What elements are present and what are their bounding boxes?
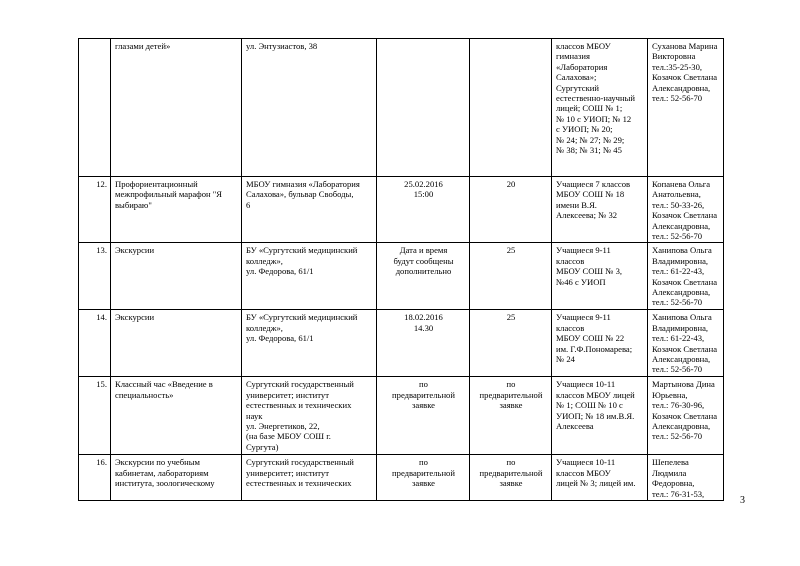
table-row <box>79 243 724 310</box>
place-cell: ул. Энтузиастов, 38 <box>242 39 377 177</box>
event-cell: Экскурсии <box>111 310 242 377</box>
event-cell: Классный час «Введение в специальность» <box>111 377 242 455</box>
row-number: 16. <box>79 455 111 501</box>
event-cell: Профориентационный межпрофильный марафон "Я выбираю" <box>111 177 242 243</box>
row-number: 13. <box>79 243 111 310</box>
event-cell: Экскурсии по учебным кабинетам, лабораториям института, зоологическому <box>111 455 242 501</box>
date-cell: по предварительной заявке <box>377 455 470 501</box>
row-number: 14. <box>79 310 111 377</box>
participants-cell: Учащиеся 10-11 классов МБОУ лицей № 1; СОШ № 10 с УИОП; № 18 им.В.Я. Алексеева <box>552 377 648 455</box>
contact-cell: Суханова Марина Викторовна тел.:35-25-30, Козачок Светлана Александровна, тел.: 52-56-70 <box>648 39 724 177</box>
date-cell: 25.02.2016 15:00 <box>377 177 470 243</box>
place-cell: БУ «Сургутский медицинский колледж», ул. Федорова, 61/1 <box>242 243 377 310</box>
participants-cell: Учащиеся 9-11 классов МБОУ СОШ № 3, №46 с УИОП <box>552 243 648 310</box>
date-cell <box>377 39 470 177</box>
table-row <box>79 39 724 177</box>
row-number: 12. <box>79 177 111 243</box>
place-cell: Сургутский государственный университет; институт естественных и технических <box>242 455 377 501</box>
contact-cell: Шепелева Людмила Федоровна, тел.: 76-31-53, <box>648 455 724 501</box>
count-cell: 20 <box>470 177 552 243</box>
date-cell: 18.02.2016 14.30 <box>377 310 470 377</box>
count-cell: 25 <box>470 243 552 310</box>
count-cell <box>470 39 552 177</box>
count-cell: по предварительной заявке <box>470 455 552 501</box>
count-cell: по предварительной заявке <box>470 377 552 455</box>
event-cell: глазами детей» <box>111 39 242 177</box>
table-row <box>79 377 724 455</box>
place-cell: МБОУ гимназия «Лаборатория Салахова», бульвар Свободы, 6 <box>242 177 377 243</box>
participants-cell: Учащиеся 7 классов МБОУ СОШ № 18 имени В.Я. Алексеева; № 32 <box>552 177 648 243</box>
row-number <box>79 39 111 177</box>
contact-cell: Ханипова Ольга Владимировна, тел.: 61-22-43, Козачок Светлана Александровна, тел.: 52-56-70 <box>648 243 724 310</box>
participants-cell: Учащиеся 9-11 классов МБОУ СОШ № 22 им. Г.Ф.Пономарева; № 24 <box>552 310 648 377</box>
page-number: 3 <box>740 495 745 506</box>
table-row <box>79 310 724 377</box>
events-table <box>78 38 724 501</box>
contact-cell: Копанева Ольга Анатольевна, тел.: 50-33-26, Козачок Светлана Александровна, тел.: 52-56-70 <box>648 177 724 243</box>
date-cell: Дата и время будут сообщены дополнительно <box>377 243 470 310</box>
contact-cell: Мартынова Дина Юрьевна, тел.: 76-30-96, Козачок Светлана Александровна, тел.: 52-56-70 <box>648 377 724 455</box>
table-row <box>79 177 724 243</box>
participants-cell: классов МБОУ гимназия «Лаборатория Салахова»; Сургутский естественно-научный лицей; СОШ № 1; № 10 с УИОП; № 12 с УИОП; № 20; № 24; № 27; № 29; № 38; № 31; № 45 <box>552 39 648 177</box>
contact-cell: Ханипова Ольга Владимировна, тел.: 61-22-43, Козачок Светлана Александровна, тел.: 52-56-70 <box>648 310 724 377</box>
table-row <box>79 455 724 501</box>
place-cell: Сургутский государственный университет; институт естественных и технических наук ул. Энергетиков, 22, (на базе МБОУ СОШ г. Сургута) <box>242 377 377 455</box>
participants-cell: Учащиеся 10-11 классов МБОУ лицей № 3; лицей им. <box>552 455 648 501</box>
row-number: 15. <box>79 377 111 455</box>
date-cell: по предварительной заявке <box>377 377 470 455</box>
count-cell: 25 <box>470 310 552 377</box>
place-cell: БУ «Сургутский медицинский колледж», ул. Федорова, 61/1 <box>242 310 377 377</box>
event-cell: Экскурсии <box>111 243 242 310</box>
